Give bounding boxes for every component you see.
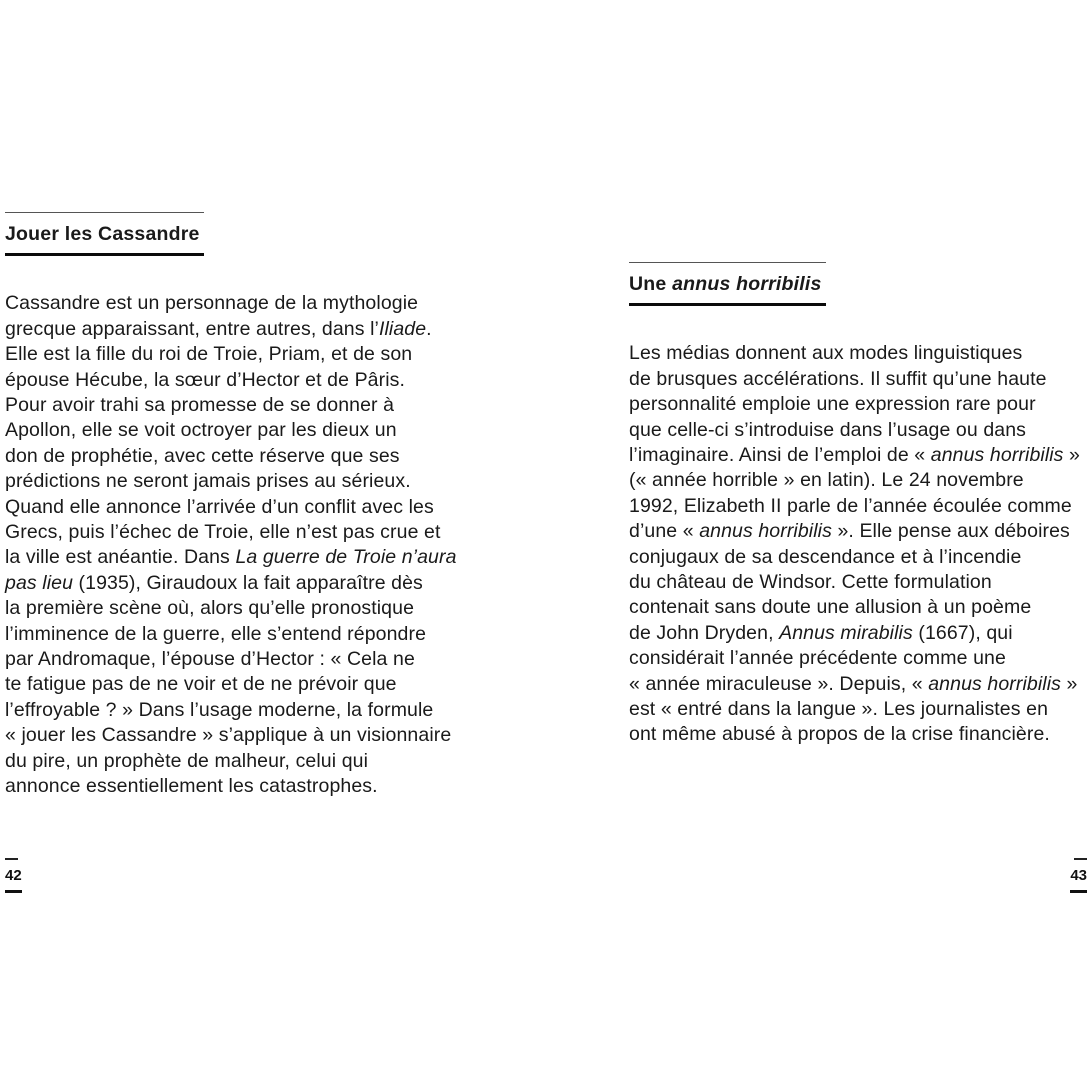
text-line: [629, 722, 1085, 747]
text-run: (1667), qui: [912, 621, 1013, 644]
text-line: [629, 443, 1085, 468]
text-run: épouse Hécube, la sœur d’Hector et de Pâris.: [5, 368, 406, 391]
text-run: de brusques accélérations. Il suffit qu’une haute: [629, 367, 1047, 390]
text-line: [5, 291, 565, 316]
text-run: Une: [629, 273, 673, 296]
text-run: grecque apparaissant, entre autres, dans l’: [5, 317, 379, 340]
left-page-title: [5, 212, 204, 256]
folio-rule-bottom: [5, 890, 22, 893]
text-run: (« année horrible » en latin). Le 24 novembre: [629, 469, 1024, 492]
text-line: [5, 342, 565, 367]
text-line: [5, 444, 565, 469]
folio-rule-top: [5, 858, 18, 860]
text-run: que celle-ci s’introduise dans l’usage ou dans: [629, 418, 1027, 441]
folio-rule-top: [1074, 858, 1087, 860]
text-line: [5, 647, 565, 672]
text-line: [5, 495, 565, 520]
text-line: [5, 418, 565, 443]
text-run: la ville est anéantie. Dans: [5, 546, 236, 569]
text-line: [629, 672, 1085, 697]
text-run: du château de Windsor. Cette formulation: [629, 571, 992, 593]
text-run: Grecs, puis l’échec de Troie, elle n’est pas crue et: [5, 521, 441, 543]
left-page: [5, 196, 565, 799]
text-run: conjugaux de sa descendance et à l’incendie: [629, 545, 1022, 568]
text-run: du pire, un prophète de malheur, celui qui: [5, 749, 369, 772]
text-line: [629, 468, 1085, 493]
text-run: personnalité emploie une expression rare pour: [629, 393, 1036, 416]
text-line: [5, 596, 565, 621]
text-run: considérait l’année précédente comme une: [629, 647, 1006, 670]
right-page-number: [1070, 858, 1087, 893]
text-line: [5, 723, 565, 748]
text-run: est « entré dans la langue ». Les journalistes en: [629, 698, 1049, 721]
italic-text-run: Annus mirabilis: [779, 621, 913, 644]
text-run: annonce essentiellement les catastrophes.: [5, 775, 378, 798]
text-line: [5, 571, 565, 596]
text-run: Quand elle annonce l’arrivée d’un conflit avec les: [5, 495, 434, 518]
italic-text-run: annus horribilis: [928, 672, 1061, 695]
text-run: l’imaginaire. Ainsi de l’emploi de «: [629, 443, 931, 466]
text-line: [629, 519, 1085, 544]
text-run: te fatigue pas de ne voir et de ne prévoir que: [5, 673, 397, 696]
text-run: de John Dryden,: [629, 621, 780, 644]
text-line: [629, 341, 1085, 366]
italic-text-run: annus horribilis: [930, 443, 1064, 466]
text-line: [629, 697, 1085, 722]
italic-text-run: Iliade: [378, 317, 427, 340]
text-line: [5, 520, 565, 545]
text-line: [629, 367, 1085, 392]
text-run: Apollon, elle se voit octroyer par les dieux un: [5, 419, 397, 442]
text-run: »: [1063, 443, 1080, 466]
text-line: [5, 749, 565, 774]
right-page-paragraph: [629, 341, 1085, 748]
text-run: contenait sans doute une allusion à un poème: [629, 596, 1032, 619]
text-line: [5, 393, 565, 418]
text-run: prédictions ne seront jamais prises au sérieux.: [5, 470, 411, 493]
italic-text-run: annus horribilis: [699, 520, 832, 543]
text-line: [5, 774, 565, 799]
text-line: [629, 570, 1085, 595]
text-run: (1935), Giraudoux la fait apparaître dès: [73, 571, 423, 594]
text-run: Cassandre est un personnage de la mythologie: [5, 292, 419, 315]
text-run: d’une «: [629, 520, 700, 543]
text-run: l’imminence de la guerre, elle s’entend répondre: [5, 622, 427, 645]
text-line: [5, 545, 565, 570]
text-run: « jouer les Cassandre » s’applique à un visionnaire: [5, 724, 452, 747]
text-run: par Andromaque, l’épouse d’Hector : « Cela ne: [5, 648, 415, 671]
text-line: [629, 494, 1085, 519]
text-run: la première scène où, alors qu’elle pronostique: [5, 597, 415, 620]
text-run: 1992, Elizabeth II parle de l’année écoulée comme: [629, 494, 1072, 517]
folio-number: 43: [1070, 867, 1087, 884]
left-page-number: [5, 858, 22, 893]
text-run: ». Elle pense aux déboires: [831, 520, 1070, 543]
text-run: .: [426, 317, 432, 340]
italic-text-run: annus horribilis: [672, 273, 822, 296]
right-page: [629, 246, 1085, 748]
text-run: Elle est la fille du roi de Troie, Priam, et de son: [5, 343, 413, 366]
text-line: [629, 392, 1085, 417]
text-line: [629, 545, 1085, 570]
text-line: [629, 418, 1085, 443]
text-line: [629, 646, 1085, 671]
folio-rule-bottom: [1070, 890, 1087, 893]
text-line: [5, 622, 565, 647]
text-run: »: [1060, 672, 1078, 695]
left-page-paragraph: [5, 291, 565, 799]
folio-number: 42: [5, 867, 22, 884]
text-line: [5, 469, 565, 494]
text-run: don de prophétie, avec cette réserve que ses: [5, 444, 400, 467]
text-line: [629, 621, 1085, 646]
text-run: l’effroyable ? » Dans l’usage moderne, la formule: [5, 698, 434, 721]
text-run: Jouer les Cassandre: [5, 223, 200, 246]
text-run: ont même abusé à propos de la crise financière.: [629, 723, 1050, 746]
italic-text-run: pas lieu: [5, 571, 74, 594]
italic-text-run: La guerre de Troie n’aura: [235, 546, 457, 569]
text-run: Les médias donnent aux modes linguistiques: [629, 342, 1023, 365]
text-line: [5, 672, 565, 697]
text-line: [5, 368, 565, 393]
right-page-title: [629, 262, 826, 306]
text-run: « année miraculeuse ». Depuis, «: [629, 672, 929, 695]
text-line: [5, 317, 565, 342]
text-line: [629, 595, 1085, 620]
text-line: [5, 698, 565, 723]
text-run: Pour avoir trahi sa promesse de se donner à: [5, 393, 395, 416]
